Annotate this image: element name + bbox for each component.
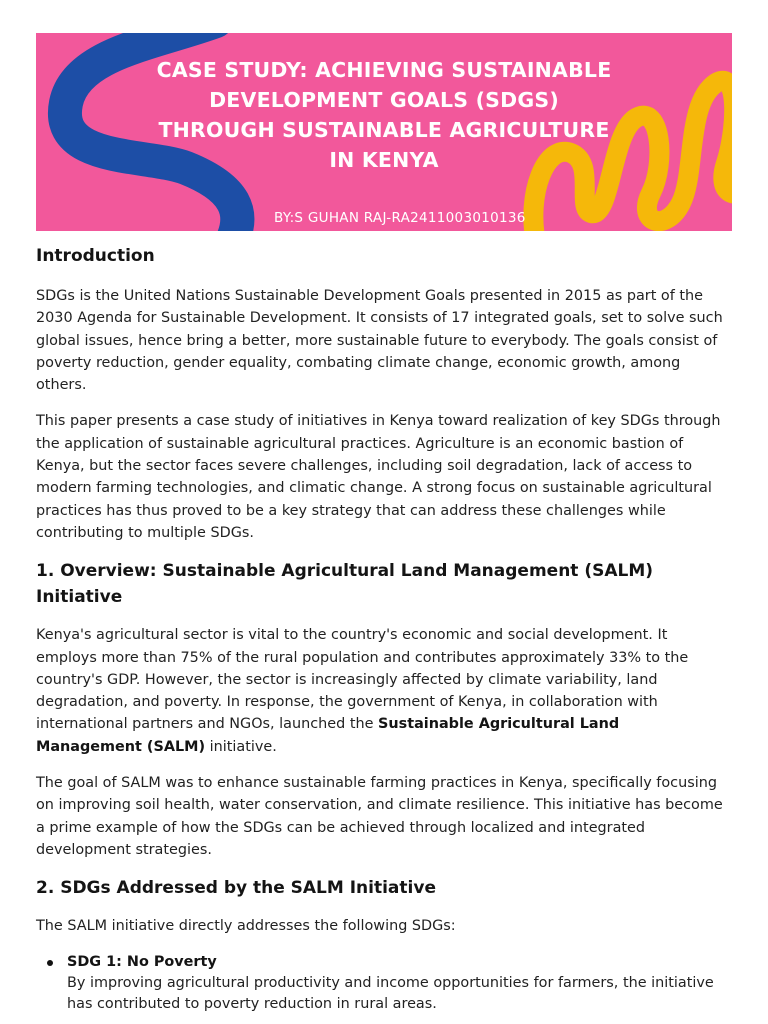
sdg-title: SDG 1: No Poverty: [67, 953, 217, 970]
section-1-paragraph-1-text: Kenya's agricultural sector is vital to the country's economic and social development. It employs more than 75% of the rural population and contributes approximately 33% to the country's GDP. However, the sector is increasingly affected by climate variability, land degradation, and poverty. In response, the government of Kenya, in collaboration with international partners and NGOs, launched the: [36, 627, 689, 733]
sdg-description: By improving agricultural productivity and income opportunities for farmers, the initiative has contributed to poverty reduction in rural areas.: [67, 974, 714, 1012]
sdg-list-item: [36, 952, 726, 1015]
document-body: [36, 243, 726, 1015]
section-2-intro: The SALM initiative directly addresses the following SDGs:: [36, 918, 456, 935]
section-1-paragraph-1: [36, 624, 726, 758]
intro-paragraph-1: SDGs is the United Nations Sustainable Development Goals presented in 2015 as part of the 2030 Agenda for Sustainable Development. It consists of 17 integrated goals, set to solve such global issues, hence bring a better, more sustainable future to everybody. The goals consist of poverty reduction, gender equality, combating climate change, economic growth, among others.: [36, 288, 723, 394]
bullet-icon: [47, 960, 53, 966]
intro-heading: Introduction: [36, 246, 155, 266]
section-1-paragraph-2: The goal of SALM was to enhance sustainable farming practices in Kenya, specifically focusing on improving soil health, water conservation, and climate resilience. This initiative has become a prime example of how the SDGs can be achieved through localized and integrated development strategies.: [36, 775, 723, 858]
salm-initiative-name: Sustainable Agricultural Land Management (SALM): [36, 716, 620, 755]
section-1-paragraph-1-tail: initiative.: [205, 738, 277, 755]
sdg-list: [36, 952, 726, 1015]
title-banner: [36, 33, 732, 231]
section-2-heading: 2. SDGs Addressed by the SALM Initiative: [36, 878, 436, 899]
section-1-heading: 1. Overview: Sustainable Agricultural Land Management (SALM) Initiative: [36, 561, 654, 608]
author-line: BY:S GUHAN RAJ-RA2411003010136: [274, 210, 526, 226]
intro-paragraph-2: This paper presents a case study of initiatives in Kenya toward realization of key SDGs through the application of sustainable agricultural practices. Agriculture is an economic bastion of Kenya, but the sector faces severe challenges, including soil degradation, lack of access to modern farming technologies, and climatic change. A strong focus on sustainable agricultural practices has thus proved to be a key strategy that can address these challenges while contributing to multiple SDGs.: [36, 413, 721, 541]
document-title: CASE STUDY: ACHIEVING SUSTAINABLE DEVELOPMENT GOALS (SDGS) THROUGH SUSTAINABLE AGRICULTURE IN KENYA: [156, 58, 612, 172]
